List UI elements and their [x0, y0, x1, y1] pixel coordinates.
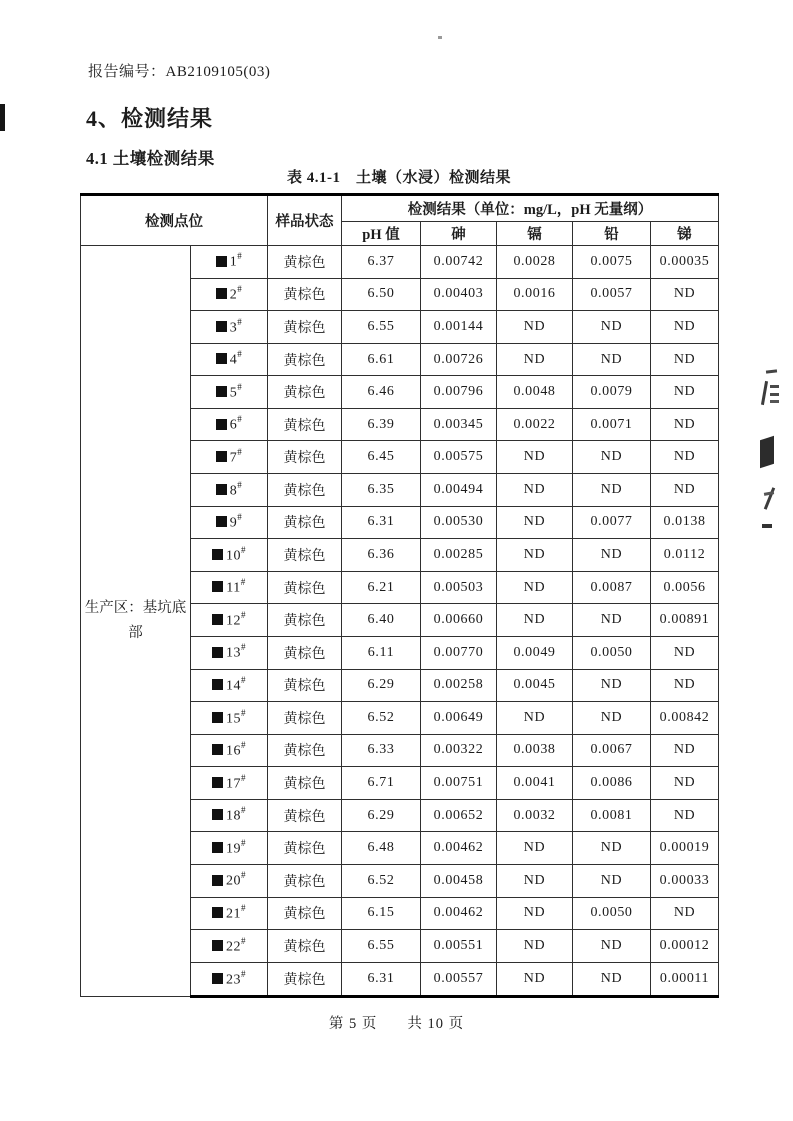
- value-cell: 6.29: [342, 799, 421, 832]
- sample-marker-icon: [216, 516, 227, 527]
- value-cell: 6.31: [342, 506, 421, 539]
- value-cell: ND: [651, 278, 719, 311]
- sample-marker-icon: [212, 614, 223, 625]
- sample-state-cell: 黄棕色: [268, 441, 342, 474]
- sample-id-cell: [191, 897, 268, 930]
- sample-number: 21: [226, 906, 241, 922]
- header-point: 检测点位: [81, 195, 268, 246]
- sample-suffix: #: [237, 381, 243, 392]
- value-cell: ND: [497, 343, 573, 376]
- sample-id-cell: [191, 669, 268, 702]
- value-cell: ND: [497, 864, 573, 897]
- value-cell: 6.61: [342, 343, 421, 376]
- sample-state-cell: 黄棕色: [268, 376, 342, 409]
- value-cell: ND: [573, 474, 651, 507]
- value-cell: ND: [651, 376, 719, 409]
- sample-marker-icon: [212, 679, 223, 690]
- value-cell: 0.0087: [573, 571, 651, 604]
- value-cell: ND: [497, 702, 573, 735]
- value-cell: 6.46: [342, 376, 421, 409]
- sample-id-cell: [191, 799, 268, 832]
- sample-marker-icon: [216, 386, 227, 397]
- value-cell: ND: [573, 539, 651, 572]
- page-footer: [0, 1012, 793, 1033]
- sample-state-cell: 黄棕色: [268, 506, 342, 539]
- sample-state-cell: 黄棕色: [268, 311, 342, 344]
- value-cell: 6.15: [342, 897, 421, 930]
- sample-marker-icon: [216, 451, 227, 462]
- sample-suffix: #: [241, 935, 246, 946]
- sample-number: 19: [226, 841, 241, 857]
- value-cell: 0.0112: [651, 539, 719, 572]
- sample-state-cell: 黄棕色: [268, 799, 342, 832]
- value-cell: 0.0086: [573, 767, 651, 800]
- header-cadmium: 镉: [497, 222, 573, 246]
- table-row: [81, 246, 719, 279]
- sample-suffix: #: [241, 870, 246, 881]
- value-cell: 6.31: [342, 962, 421, 996]
- sample-suffix: #: [241, 707, 246, 718]
- sample-state-cell: 黄棕色: [268, 734, 342, 767]
- sample-state-cell: 黄棕色: [268, 930, 342, 963]
- header-row-1: [81, 195, 719, 222]
- sample-id-cell: [191, 864, 268, 897]
- value-cell: 0.00770: [421, 636, 497, 669]
- value-cell: ND: [573, 962, 651, 996]
- value-cell: ND: [651, 799, 719, 832]
- sample-number: 4: [229, 352, 238, 368]
- value-cell: 0.0032: [497, 799, 573, 832]
- sample-state-cell: 黄棕色: [268, 897, 342, 930]
- sample-id-cell: [191, 408, 268, 441]
- sample-marker-icon: [216, 484, 227, 495]
- value-cell: ND: [573, 669, 651, 702]
- value-cell: ND: [573, 441, 651, 474]
- sample-marker-icon: [212, 809, 223, 820]
- sample-suffix: #: [237, 316, 243, 327]
- sample-suffix: #: [241, 968, 246, 979]
- sample-id-cell: [191, 734, 268, 767]
- sample-state-cell: 黄棕色: [268, 539, 342, 572]
- value-cell: 0.00011: [651, 962, 719, 996]
- sample-state-cell: 黄棕色: [268, 669, 342, 702]
- sample-state-cell: 黄棕色: [268, 278, 342, 311]
- value-cell: 0.00891: [651, 604, 719, 637]
- sample-suffix: #: [241, 903, 246, 914]
- sample-number: 2: [229, 287, 238, 303]
- value-cell: 0.00458: [421, 864, 497, 897]
- sample-suffix: #: [240, 577, 246, 588]
- value-cell: 0.00345: [421, 408, 497, 441]
- sample-suffix: #: [241, 642, 246, 653]
- value-cell: 0.0067: [573, 734, 651, 767]
- scan-artifact: [760, 436, 774, 469]
- value-cell: ND: [651, 636, 719, 669]
- sample-number: 17: [226, 776, 241, 792]
- sample-marker-icon: [216, 288, 227, 299]
- value-cell: 6.35: [342, 474, 421, 507]
- value-cell: 0.00258: [421, 669, 497, 702]
- sample-suffix: #: [237, 446, 243, 457]
- value-cell: 0.0081: [573, 799, 651, 832]
- sample-id-cell: [191, 311, 268, 344]
- header-arsenic: 砷: [421, 222, 497, 246]
- section-heading: 4、检测结果: [86, 106, 214, 131]
- scan-artifact: [761, 381, 768, 405]
- value-cell: ND: [651, 767, 719, 800]
- value-cell: 0.00462: [421, 897, 497, 930]
- sample-state-cell: 黄棕色: [268, 474, 342, 507]
- sample-number: 6: [229, 418, 238, 433]
- value-cell: ND: [497, 506, 573, 539]
- value-cell: 6.50: [342, 278, 421, 311]
- sample-number: 13: [226, 646, 241, 662]
- value-cell: 6.11: [342, 636, 421, 669]
- value-cell: 6.39: [342, 408, 421, 441]
- sample-suffix: #: [237, 512, 243, 523]
- value-cell: 6.21: [342, 571, 421, 604]
- value-cell: 0.0038: [497, 734, 573, 767]
- sample-id-cell: [191, 962, 268, 996]
- value-cell: 6.45: [342, 441, 421, 474]
- value-cell: 0.00035: [651, 246, 719, 279]
- value-cell: 0.0079: [573, 376, 651, 409]
- sample-number: 7: [229, 450, 238, 466]
- value-cell: 0.0016: [497, 278, 573, 311]
- sample-number: 8: [229, 483, 238, 499]
- sample-marker-icon: [212, 777, 223, 788]
- value-cell: ND: [573, 311, 651, 344]
- scan-artifact: [770, 385, 779, 388]
- sample-suffix: #: [237, 251, 243, 262]
- value-cell: 6.71: [342, 767, 421, 800]
- sample-id-cell: [191, 506, 268, 539]
- sample-id-cell: [191, 539, 268, 572]
- sample-marker-icon: [212, 647, 223, 658]
- sample-number: 18: [226, 808, 241, 824]
- value-cell: 0.0045: [497, 669, 573, 702]
- value-cell: 0.00322: [421, 734, 497, 767]
- sample-state-cell: 黄棕色: [268, 767, 342, 800]
- value-cell: 6.36: [342, 539, 421, 572]
- soil-test-table: [80, 193, 719, 998]
- value-cell: ND: [651, 897, 719, 930]
- sample-number: 23: [226, 972, 241, 988]
- value-cell: 0.00033: [651, 864, 719, 897]
- value-cell: ND: [497, 539, 573, 572]
- value-cell: 6.52: [342, 864, 421, 897]
- sample-marker-icon: [212, 940, 223, 951]
- value-cell: 0.0077: [573, 506, 651, 539]
- value-cell: 0.00494: [421, 474, 497, 507]
- sample-id-cell: [191, 767, 268, 800]
- value-cell: 0.00012: [651, 930, 719, 963]
- sample-marker-icon: [212, 712, 223, 723]
- value-cell: 0.00019: [651, 832, 719, 865]
- value-cell: ND: [497, 571, 573, 604]
- sample-marker-icon: [212, 744, 223, 755]
- value-cell: 0.00649: [421, 702, 497, 735]
- value-cell: 0.00503: [421, 571, 497, 604]
- sample-number: 14: [226, 678, 241, 694]
- sample-marker-icon: [212, 581, 223, 592]
- value-cell: 6.55: [342, 311, 421, 344]
- sample-marker-icon: [216, 256, 227, 267]
- sample-state-cell: 黄棕色: [268, 832, 342, 865]
- sample-id-cell: [191, 702, 268, 735]
- value-cell: 0.0022: [497, 408, 573, 441]
- sample-state-cell: 黄棕色: [268, 571, 342, 604]
- value-cell: ND: [497, 604, 573, 637]
- sample-marker-icon: [212, 549, 223, 560]
- value-cell: ND: [573, 702, 651, 735]
- value-cell: 0.0075: [573, 246, 651, 279]
- value-cell: 6.29: [342, 669, 421, 702]
- value-cell: 0.00557: [421, 962, 497, 996]
- value-cell: ND: [651, 441, 719, 474]
- table-body: [81, 246, 719, 997]
- sample-suffix: #: [241, 674, 246, 685]
- value-cell: 0.0056: [651, 571, 719, 604]
- sample-id-cell: [191, 474, 268, 507]
- scan-artifact: [766, 369, 777, 373]
- sample-number: 15: [226, 711, 241, 727]
- sample-marker-icon: [212, 907, 223, 918]
- sample-state-cell: 黄棕色: [268, 962, 342, 996]
- sample-state-cell: 黄棕色: [268, 702, 342, 735]
- sample-state-cell: 黄棕色: [268, 636, 342, 669]
- value-cell: 0.00796: [421, 376, 497, 409]
- value-cell: 0.0028: [497, 246, 573, 279]
- value-cell: 0.0057: [573, 278, 651, 311]
- value-cell: 0.00551: [421, 930, 497, 963]
- value-cell: 0.0048: [497, 376, 573, 409]
- sample-state-cell: 黄棕色: [268, 246, 342, 279]
- value-cell: 0.00403: [421, 278, 497, 311]
- value-cell: 0.00660: [421, 604, 497, 637]
- value-cell: 0.00575: [421, 441, 497, 474]
- sample-suffix: #: [237, 284, 243, 295]
- sample-id-cell: [191, 571, 268, 604]
- sample-marker-icon: [216, 321, 227, 332]
- sample-marker-icon: [216, 419, 227, 430]
- value-cell: ND: [497, 474, 573, 507]
- sample-number: 11: [226, 580, 241, 596]
- value-cell: ND: [651, 669, 719, 702]
- sample-id-cell: [191, 636, 268, 669]
- sample-suffix: #: [241, 740, 246, 751]
- value-cell: 0.00462: [421, 832, 497, 865]
- sample-state-cell: 黄棕色: [268, 864, 342, 897]
- scan-artifact-dot: [438, 36, 442, 39]
- header-lead: 铅: [573, 222, 651, 246]
- header-result-group: 检测结果（单位：mg/L，pH 无量纲）: [342, 195, 719, 222]
- value-cell: 0.0050: [573, 897, 651, 930]
- subsection-heading: 4.1 土壤检测结果: [86, 149, 215, 168]
- sample-state-cell: 黄棕色: [268, 343, 342, 376]
- sample-number: 16: [226, 743, 241, 759]
- value-cell: 0.00144: [421, 311, 497, 344]
- report-number: 报告编号：AB2109105(03): [88, 64, 271, 80]
- sample-id-cell: [191, 832, 268, 865]
- sample-marker-icon: [216, 353, 227, 364]
- sample-number: 12: [226, 613, 241, 629]
- sample-id-cell: [191, 343, 268, 376]
- sample-id-cell: [191, 930, 268, 963]
- sample-suffix: #: [241, 837, 246, 848]
- sample-suffix: #: [241, 805, 246, 816]
- value-cell: 0.00751: [421, 767, 497, 800]
- scan-artifact-left-edge: [0, 104, 5, 131]
- value-cell: ND: [497, 832, 573, 865]
- value-cell: 0.0050: [573, 636, 651, 669]
- page-total: 共 10 页: [407, 1016, 465, 1032]
- value-cell: ND: [573, 864, 651, 897]
- sample-number: 5: [229, 385, 238, 401]
- sample-suffix: #: [241, 609, 246, 620]
- page-number: 第 5 页: [328, 1016, 378, 1032]
- value-cell: 6.33: [342, 734, 421, 767]
- value-cell: ND: [651, 311, 719, 344]
- sample-number: 20: [226, 874, 241, 890]
- value-cell: 6.37: [342, 246, 421, 279]
- sample-state-cell: 黄棕色: [268, 408, 342, 441]
- value-cell: ND: [573, 930, 651, 963]
- sample-suffix: #: [237, 479, 243, 490]
- value-cell: 0.00726: [421, 343, 497, 376]
- sample-number: 1: [229, 255, 238, 271]
- value-cell: 0.00652: [421, 799, 497, 832]
- sample-number: 9: [229, 515, 238, 531]
- sample-id-cell: [191, 246, 268, 279]
- sample-suffix: #: [241, 772, 246, 783]
- value-cell: ND: [573, 604, 651, 637]
- value-cell: ND: [651, 408, 719, 441]
- sample-id-cell: [191, 376, 268, 409]
- sample-id-cell: [191, 604, 268, 637]
- value-cell: 6.55: [342, 930, 421, 963]
- value-cell: 0.00842: [651, 702, 719, 735]
- value-cell: ND: [573, 343, 651, 376]
- value-cell: 0.0041: [497, 767, 573, 800]
- value-cell: ND: [573, 832, 651, 865]
- header-antimony: 锑: [651, 222, 719, 246]
- value-cell: ND: [651, 734, 719, 767]
- sample-marker-icon: [212, 842, 223, 853]
- sample-number: 3: [229, 320, 238, 336]
- value-cell: 0.00530: [421, 506, 497, 539]
- value-cell: 0.00742: [421, 246, 497, 279]
- value-cell: 6.48: [342, 832, 421, 865]
- value-cell: ND: [651, 343, 719, 376]
- value-cell: 6.52: [342, 702, 421, 735]
- value-cell: ND: [497, 962, 573, 996]
- header-ph: pH 值: [342, 222, 421, 246]
- sample-marker-icon: [212, 973, 223, 984]
- value-cell: 0.0138: [651, 506, 719, 539]
- table-caption: 表 4.1-1 土壤（水浸）检测结果: [287, 170, 511, 186]
- sample-id-cell: [191, 441, 268, 474]
- value-cell: ND: [497, 311, 573, 344]
- sample-number: 10: [226, 548, 241, 564]
- value-cell: ND: [497, 930, 573, 963]
- sample-suffix: #: [237, 349, 243, 360]
- header-sample-state: 样品状态: [268, 195, 342, 246]
- value-cell: 0.0049: [497, 636, 573, 669]
- sample-suffix: #: [241, 544, 246, 555]
- scan-artifact: [762, 524, 772, 528]
- sample-state-cell: 黄棕色: [268, 604, 342, 637]
- sample-id-cell: [191, 278, 268, 311]
- location-cell: 生产区：基坑底部: [81, 246, 191, 997]
- value-cell: ND: [497, 897, 573, 930]
- value-cell: 0.00285: [421, 539, 497, 572]
- value-cell: 6.40: [342, 604, 421, 637]
- sample-suffix: #: [237, 414, 243, 425]
- value-cell: ND: [497, 441, 573, 474]
- sample-marker-icon: [212, 875, 223, 886]
- sample-number: 22: [226, 939, 241, 955]
- value-cell: 0.0071: [573, 408, 651, 441]
- value-cell: ND: [651, 474, 719, 507]
